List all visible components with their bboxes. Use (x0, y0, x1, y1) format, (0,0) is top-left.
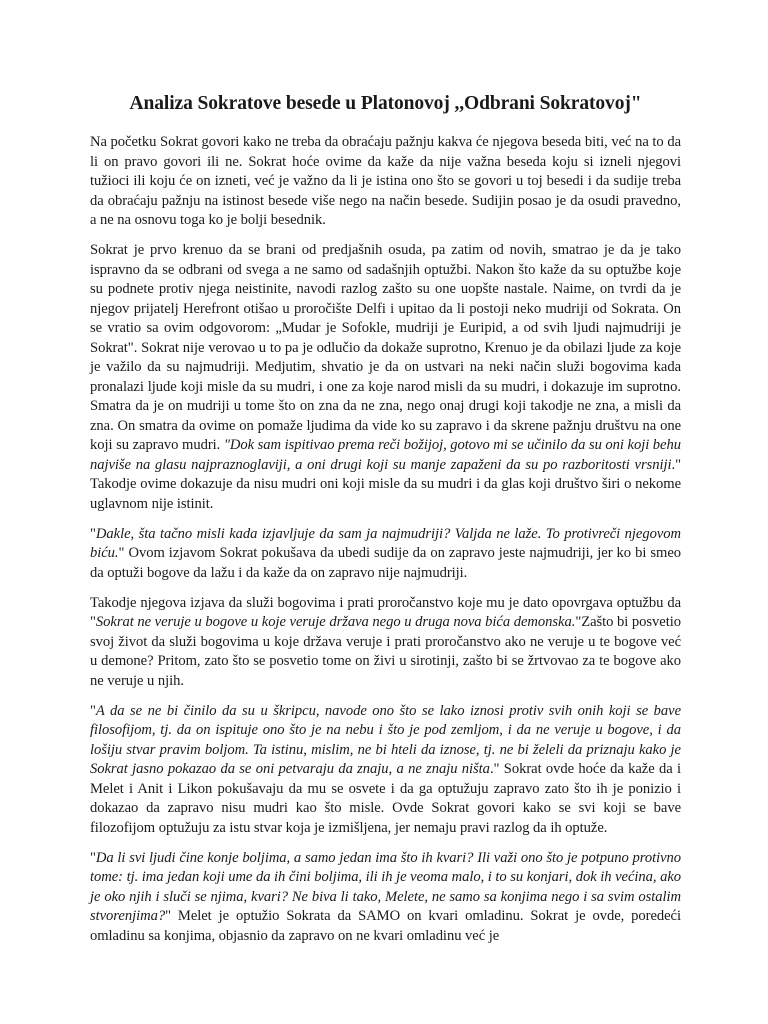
quote-text: Da li svi ljudi čine konje boljima, a samo jedan ima što ih kvari? Ili važi ono što je potpuno protivno tome: tj. ima jedan koji ume da ih čini boljima, ili ih je veoma malo, i to su konjari, dok ih većina, ako je oko njih i sluči se njima, kvari? Ne biva li tako, Melete, ne samo sa konjima nego i sa svim ostalim stvorenjima? (90, 849, 681, 924)
quote-text: "Dok sam ispitivao prema reči božijoj, gotovo mi se učinilo da su oni koji behu najviše na glasu najpraznoglaviji, a oni drugi koji su manje zapaženi da su po razboritosti vrsniji (90, 437, 681, 473)
body-text: ." Sokrat ovde hoće da kaže da i Melet i Anit i Likon pokušavaju da mu se osvete i da ga optužuju zapravo zato što ih je ponizio i dokazao da zapravo nisu mudri kao što misle. Ovde Sokrat govori kako se svi koji se bave filozofijom optužuju za istu stvar koja je izmišljena, jer nemaju pravi razlog da ih optuže. (90, 761, 681, 836)
body-text: ." Takodje ovime dokazuje da nisu mudri oni koji misle da su mudri i da glas koji društvo širi o nekome uglavnom nije istinit. (90, 456, 681, 512)
paragraph (90, 702, 681, 839)
body-text: " (90, 702, 96, 719)
quote-text: Dakle, šta tačno misli kada izjavljuje da sam ja najmudriji? Valjda ne laže. To protivreči njegovom biću. (90, 525, 681, 561)
paragraph (90, 849, 681, 947)
body-text: " (90, 849, 96, 866)
paragraph (90, 133, 681, 231)
document-body (90, 133, 681, 946)
paragraph (90, 241, 681, 514)
body-text: Sokrat je prvo krenuo da se brani od predjašnih osuda, pa zatim od novih, smatrao je da je tako ispravno da se odbrani od svega a ne samo od sadašnjih optužbi. Nakon što kaže da su optužbe koje su podnete protiv njega neistinite, navodi razlog zašto su one uopšte nastale. Naime, on tvrdi da je njegov prijatelj Herefront otišao u proročište Delfi i upitao da li postoji neko mudriji od Sokrata. On se vratio sa ovim odgovorom: „Mudar je Sofokle, mudriji je Euripid, a od svih ljudi najmudriji je Sokrat". Sokrat nije verovao u to pa je odlučio da dokaže suprotno, Krenuo je da obilazi ljude za koje je važilo da su najmudriji. Medjutim, shvatio je da on ustvari na neki način služi bogovima kada pronalazi ljude koji misle da su mudri, i one za koje narod misli da su mudri, i dokazuje im suprotno. Smatra da je on mudriji u tome što on zna da ne zna, nego onaj drugi koji takodje ne zna, a misli da zna. On smatra da ovime on pomaže ljudima da vide ko su zapravo i da skrene pažnju društvu na one koji su zapravo mudri. (90, 242, 681, 453)
quote-text: Sokrat ne veruje u bogove u koje veruje država nego u druga nova bića demonska. (95, 614, 576, 630)
document-title: Analiza Sokratove besede u Platonovoj ,,Odbrani Sokratovoj" (129, 93, 642, 114)
body-text: " (90, 525, 96, 542)
body-text: " Ovom izjavom Sokrat pokušava da ubedi sudije da on zapravo jeste najmudriji, jer ko bi smeo da optuži bogove da lažu i da kaže da on zapravo nije najmudriji. (90, 545, 681, 581)
body-text: "Zašto bi posvetio svoj život da služi bogovima u koje država veruje i prati proročanstvo ako ne veruje u te bogove već u demone? Pritom, zato što se posvetio tome on živi u sirotinji, zašto bi se žrtvovao za te bogove ako ne veruje u njih. (90, 614, 681, 689)
body-text: Na početku Sokrat govori kako ne treba da obraćaju pažnju kakva će njegova beseda biti, već na to da li on pravo govori ili ne. Sokrat hoće ovime da kaže da nije važna beseda koju si izneli njegovi tužioci ili koju će on izneti, već je važno da li je istina ono što se govori u toj besedi i da sudije treba da obraćaju pažnju na istinost besede više nego na način besede. Sudijin posao je da osudi pravedno, a ne na osnovu toga ko je bolji besednik. (90, 134, 681, 228)
body-text: Takodje njegova izjava da služi bogovima i prati proročanstvo koje mu je dato opovrgava optužbu da " (90, 594, 681, 630)
paragraph (90, 594, 681, 692)
quote-text: A da se ne bi činilo da su u škripcu, navode ono što se lako iznosi protiv svih onih koji se bave filosofijom, tj. da on ispituje ono što je na nebu i što je pod zemljom, i da ne veruje u bogove, i da lošiju stvar pravim boljom. Ta istinu, mislim, ne bi hteli da iznose, tj. ne bi želeli da priznaju kako je Sokrat jasno pokazao da se oni petvaraju da znaju, a ne znaju ništa (90, 702, 681, 777)
body-text: " Melet je optužio Sokrata da SAMO on kvari omladinu. Sokrat je ovde, poredeći omladinu sa konjima, objasnio da zapravo on ne kvari omladinu već je (90, 908, 681, 944)
paragraph (90, 525, 681, 584)
